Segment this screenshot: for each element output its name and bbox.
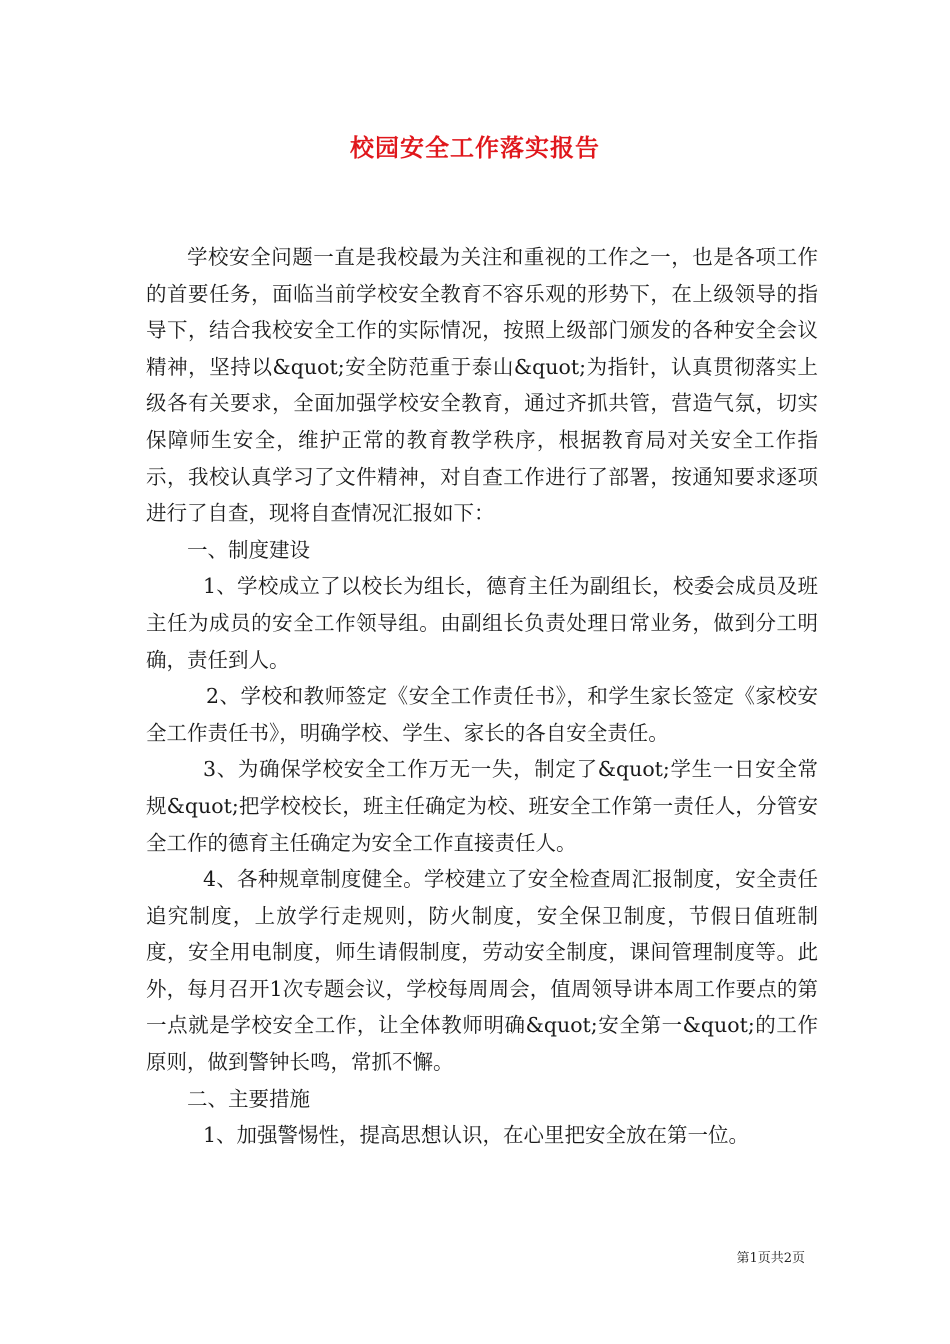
intro-paragraph: 学校安全问题一直是我校最为关注和重视的工作之一，也是各项工作的首要任务，面临当前学校安全教育不容乐观的形势下，在上级领导的指导下，结合我校安全工作的实际情况，按照上级部门颁发的各种安全会议精神，坚持以&quot;安全防范重于泰山&quot;为指针，认真贯彻落实上级各有关要求，全面加强学校安全教育，通过齐抓共管，营造气氛，切实保障师生安全，维护正常的教育教学秩序，根据教育局对关安全工作指示，我校认真学习了文件精神，对自查工作进行了部署，按通知要求逐项进行了自查，现将自查情况汇报如下： [146, 245, 818, 526]
item-paragraph-1-3: 3、为确保学校安全工作万无一失，制定了&quot;学生一日安全常规&quot;把学校校长，班主任确定为校、班安全工作第一责任人，分管安全工作的德育主任确定为安全工作直接责任人。 [146, 757, 818, 855]
document-body [146, 239, 818, 1154]
page-number-footer: 第1页共2页 [736, 1251, 805, 1266]
item-paragraph-1-4: 4、各种规章制度健全。学校建立了安全检查周汇报制度，安全责任追究制度，上放学行走规则，防火制度，安全保卫制度，节假日值班制度，安全用电制度，师生请假制度，劳动安全制度，课间管理制度等。此外，每月召开1次专题会议，学校每周周会，值周领导讲本周工作要点的第一点就是学校安全工作，让全体教师明确&quot;安全第一&quot;的工作原则，做到警钟长鸣，常抓不懈。 [146, 867, 818, 1075]
item-paragraph-1-1: 1、学校成立了以校长为组长，德育主任为副组长，校委会成员及班主任为成员的安全工作领导组。由副组长负责处理日常业务，做到分工明确，责任到人。 [146, 574, 818, 672]
section-heading-1: 一、制度建设 [187, 537, 310, 562]
document-title: 校园安全工作落实报告 [350, 133, 600, 162]
item-paragraph-1-2: 2、学校和教师签定《安全工作责任书》，和学生家长签定《家校安全工作责任书》，明确学校、学生、家长的各自安全责任。 [146, 684, 818, 745]
item-paragraph-2-1: 1、加强警惕性，提高思想认识，在心里把安全放在第一位。 [203, 1123, 750, 1148]
section-heading-2: 二、主要措施 [187, 1086, 310, 1111]
